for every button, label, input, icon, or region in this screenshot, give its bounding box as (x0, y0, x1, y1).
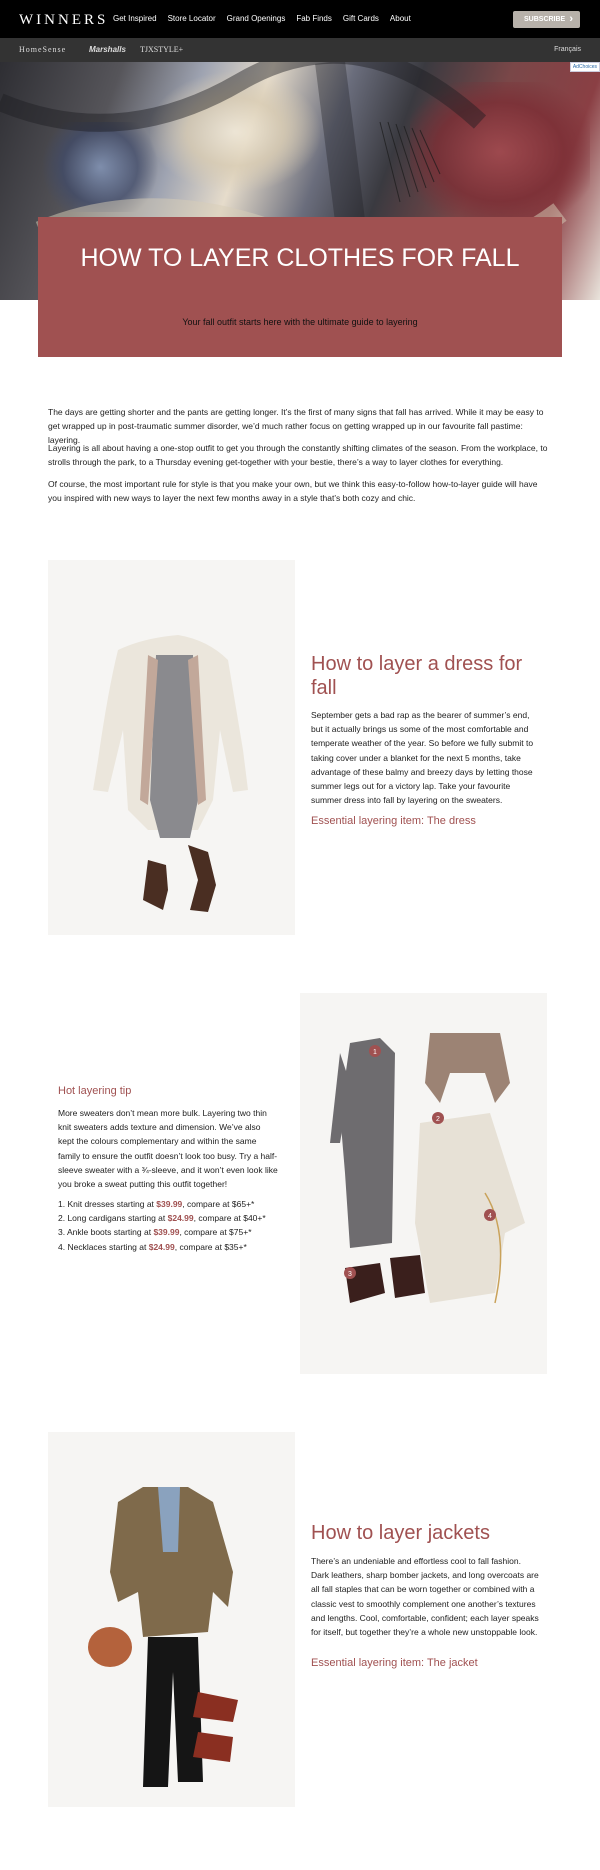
list-item: 2. Long cardigans starting at $24.99, compare at $40+* (58, 1213, 266, 1224)
price: $39.99 (156, 1199, 183, 1209)
dress-section-title: How to layer a dress for fall (311, 653, 523, 699)
tip-marker-3: 3 (348, 1271, 352, 1278)
layered-items-image (300, 993, 547, 1374)
price: $24.99 (148, 1241, 175, 1252)
subscribe-label: SUBSCRIBE (524, 16, 566, 23)
nav-get-inspired[interactable]: Get Inspired (113, 14, 157, 23)
language-toggle[interactable]: Français (554, 46, 581, 53)
nav-fab-finds[interactable]: Fab Finds (296, 14, 332, 23)
brand-bar (0, 38, 600, 62)
tip-title: Hot layering tip (58, 1085, 132, 1097)
jackets-section-body: There’s an undeniable and effortless cool to fall fashion. Dark leathers, sharp bomber jackets, and long overcoats are all fall staples that can be worn together or combined with a classic vest to smoothly complement one another’s textures and lengths. Cool, comfortable, confident; each layer speaks for itself, but together they’re a whole new unstoppable look. (311, 1556, 539, 1638)
homesense-logo[interactable]: HomeSense (19, 45, 67, 54)
page-title: HOW TO LAYER CLOTHES FOR FALL (80, 244, 520, 272)
price: $24.99 (167, 1213, 194, 1224)
intro-paragraph: The days are getting shorter and the pants are getting longer. It’s the first of many signs that fall has arrived. While it may be easy to get wrapped up in post-traumatic summer disorder, we’d much rather focus on getting wrapped up in our favourite fall pastime: layering. (48, 407, 544, 445)
tip-marker-2: 2 (436, 1116, 440, 1123)
nav-grand-openings[interactable]: Grand Openings (226, 14, 286, 23)
dress-outfit-image (48, 560, 295, 935)
intro-paragraph: Of course, the most important rule for style is that you make your own, but we think this easy-to-follow how-to-layer guide will have you inspired with new ways to layer the next few months away in a style that’s both cozy and chic. (48, 479, 538, 503)
dress-section-body: September gets a bad rap as the bearer of summer’s end, but it actually brings us some of the most comfortable and temperate weather of the year. So before we fully submit to taking cover under a blanket for the next 5 months, take advantage of these balmy and breezy days by letting those summer legs out for a victory lap. Take your favourite summer dress into fall by layering on the sweaters. (311, 710, 534, 806)
price: $39.99 (153, 1227, 180, 1238)
winners-logo[interactable]: WINNERS (19, 12, 109, 28)
list-item: 1. Knit dresses starting at $39.99, compare at $65+* (58, 1199, 255, 1209)
marshalls-logo[interactable]: Marshalls (89, 45, 126, 54)
list-item: 3. Ankle boots starting at $39.99, compare at $75+* (58, 1227, 252, 1238)
jacket-outfit-image (48, 1432, 295, 1807)
nav-about[interactable]: About (389, 14, 411, 23)
intro-paragraph: Layering is all about having a one-stop outfit to get you through the constantly shifting climates of the season. From the workplace, to strolls through the park, to a Thursday evening get-together with your bestie, there’s a way to layer clothes for everything. (48, 443, 548, 467)
main-nav (113, 14, 411, 23)
jackets-section-title: How to layer jackets (311, 1522, 490, 1544)
top-nav (0, 0, 600, 38)
nav-store-locator[interactable]: Store Locator (167, 14, 216, 23)
tip-body: More sweaters don’t mean more bulk. Layering two thin knit sweaters adds texture and dimension. We’ve also kept the colours complementary and within the same family to ensure the outfit doesn’t look too busy. Try a half-sleeve sweater with a ¾-sleeve, and it won’t even look like you broke a sweat putting this outfit together! (58, 1108, 278, 1190)
chevron-right-icon: › (569, 13, 573, 25)
nav-gift-cards[interactable]: Gift Cards (342, 14, 379, 23)
tip-price-list (58, 1197, 266, 1254)
tip-marker-1: 1 (373, 1049, 377, 1056)
tjx-style-logo[interactable]: TJXSTYLE+ (140, 45, 184, 54)
list-item: 4. Necklaces starting at $24.99, compare at $35+* (58, 1241, 247, 1252)
title-box (38, 217, 562, 357)
subscribe-button[interactable] (513, 11, 580, 28)
dress-essential-item: Essential layering item: The dress (311, 815, 476, 827)
adchoices-badge[interactable]: AdChoices (570, 62, 600, 72)
page-subtitle: Your fall outfit starts here with the ultimate guide to layering (182, 317, 418, 327)
jacket-essential-item: Essential layering item: The jacket (311, 1657, 478, 1669)
tip-marker-4: 4 (488, 1213, 492, 1220)
